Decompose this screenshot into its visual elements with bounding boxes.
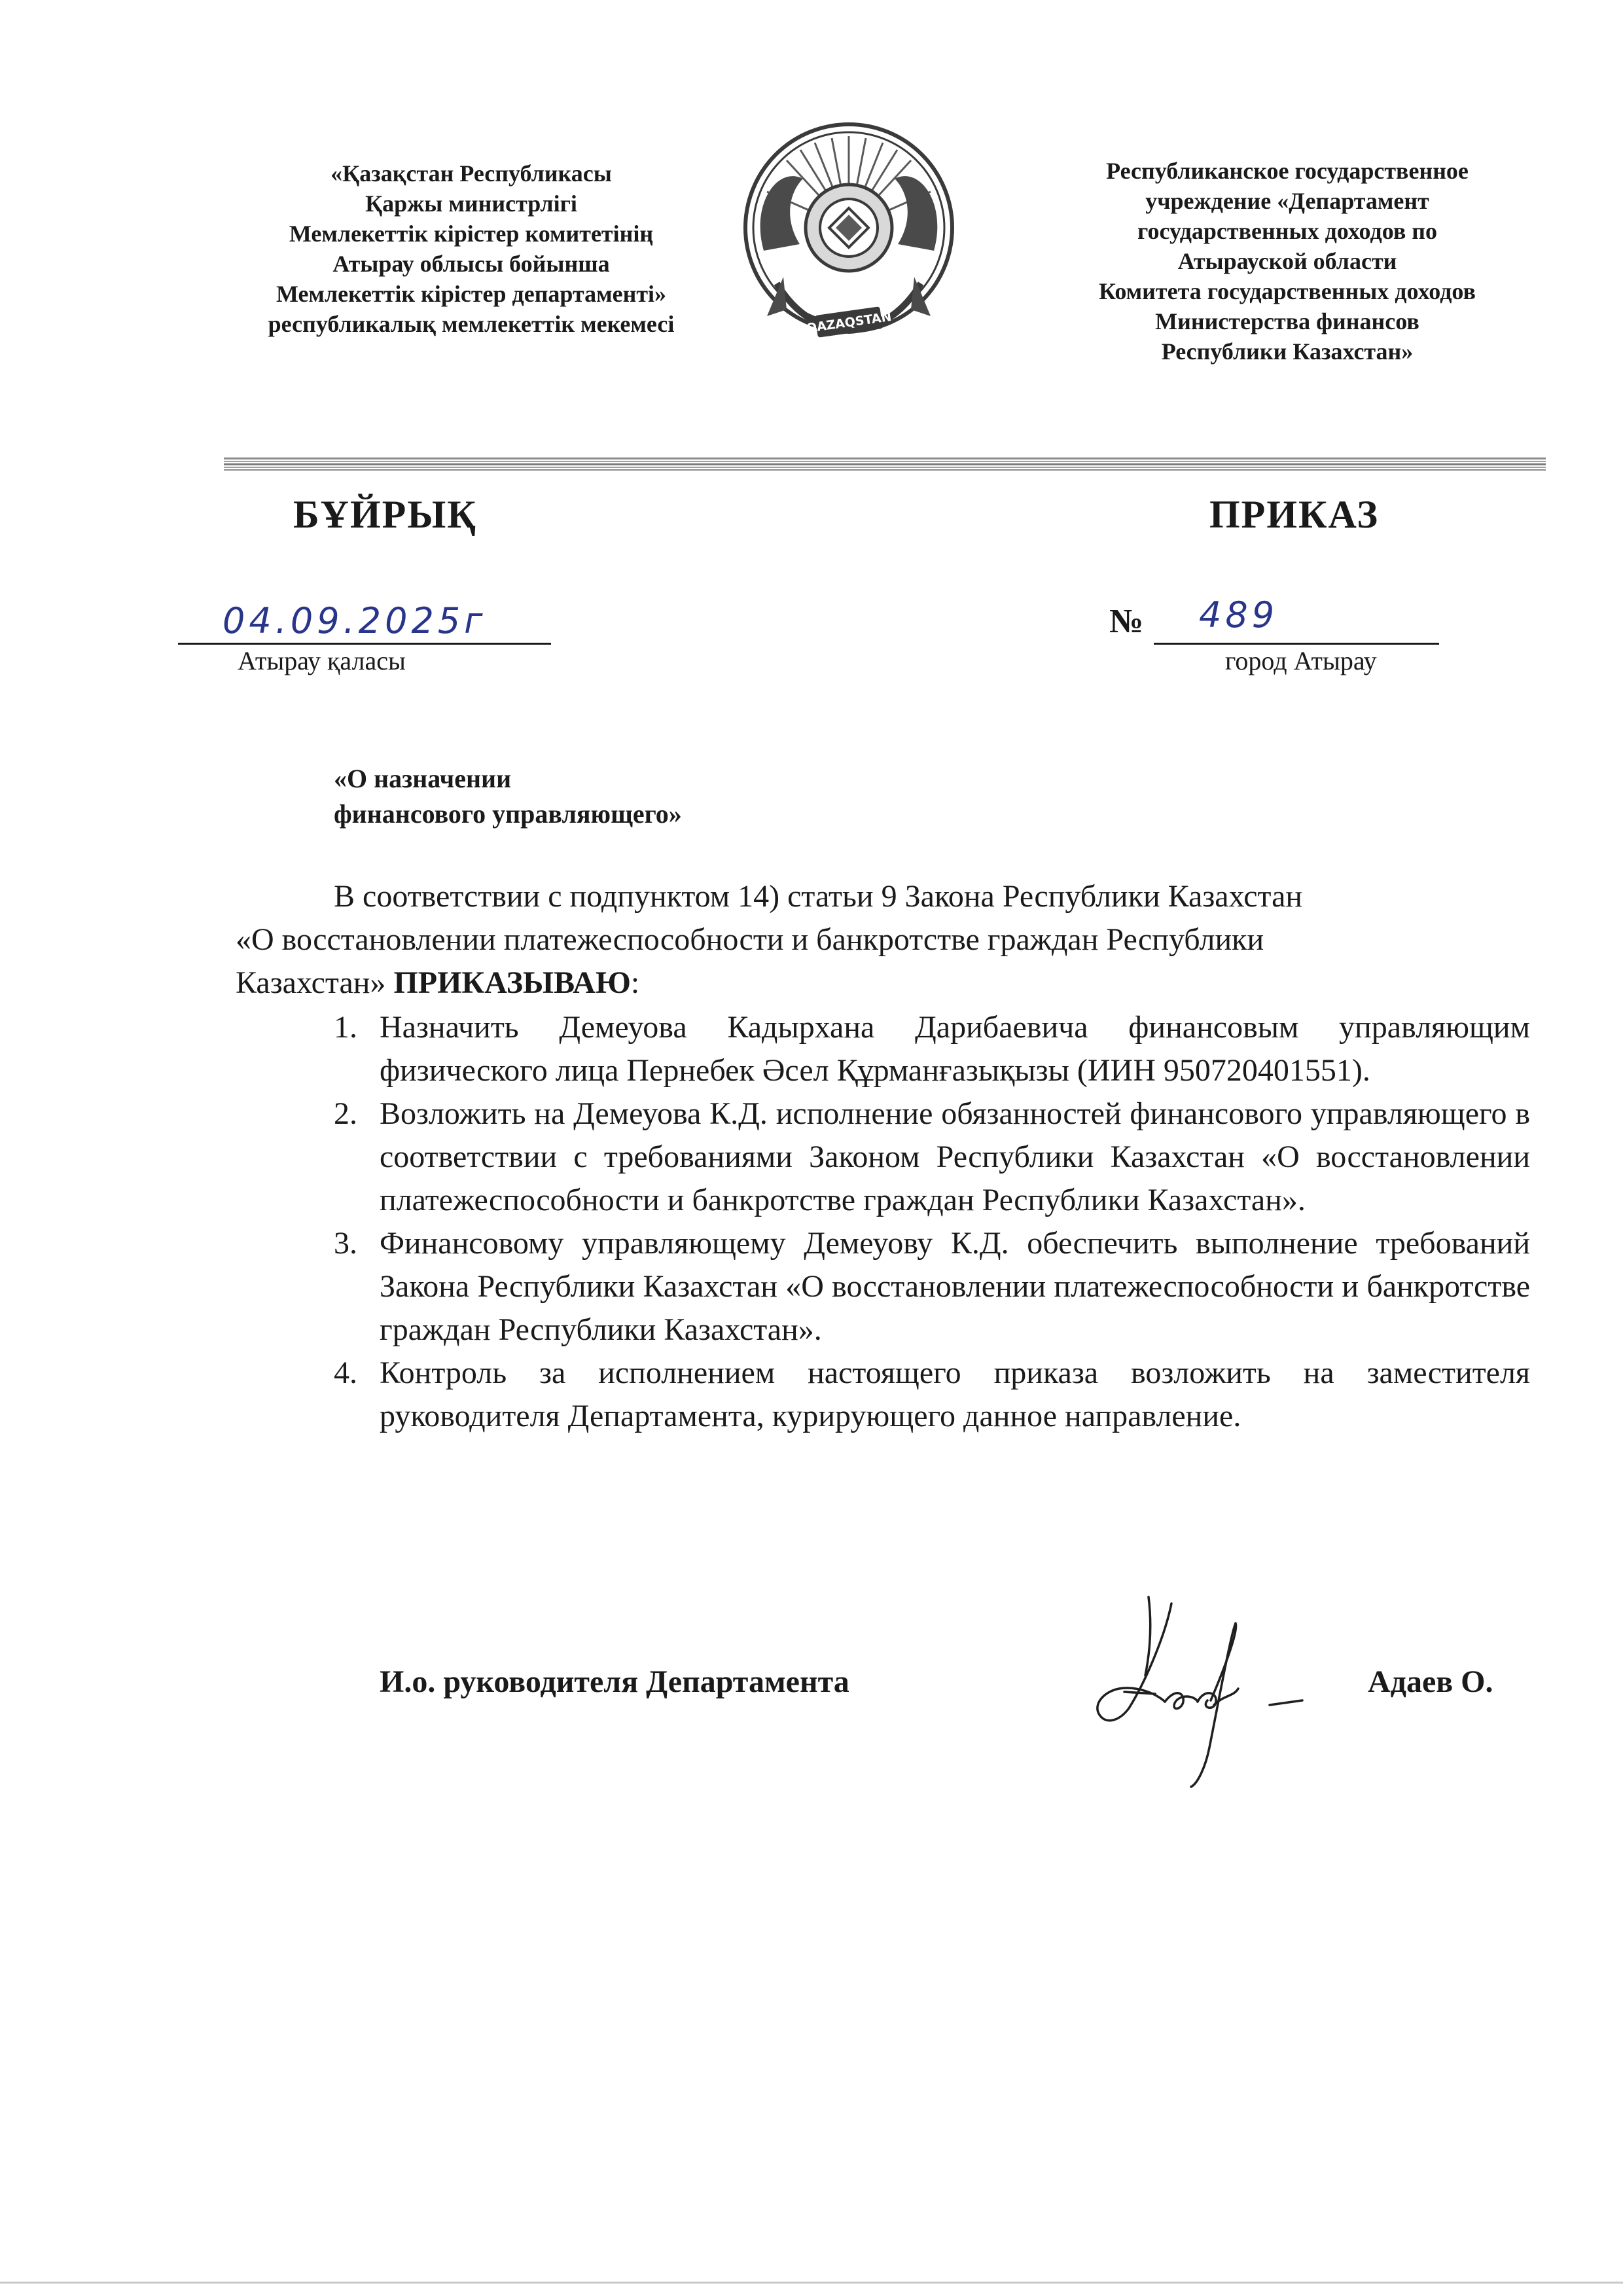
header-kazakh xyxy=(223,158,720,339)
intro-line xyxy=(236,961,1530,1005)
header-ru-line: Республики Казахстан» xyxy=(1161,338,1414,365)
intro-line: «О восстановлении платежеспособности и банкротстве граждан Республики xyxy=(236,922,1264,957)
header-kk-line: Мемлекеттік кірістер департаменті» xyxy=(276,281,667,307)
scan-edge-line xyxy=(0,2282,1623,2284)
handwritten-signature xyxy=(1067,1584,1315,1806)
order-subject xyxy=(334,761,682,832)
header-ru-line: Атырауской области xyxy=(1177,248,1397,274)
city-kazakh: Атырау қаласы xyxy=(238,646,406,675)
header-divider xyxy=(224,457,1546,471)
header-russian xyxy=(1039,156,1536,367)
order-item-text: Контроль за исполнением настоящего приказа возложить на заместителя руководителя Департамента, курирующего данное направление. xyxy=(380,1355,1530,1433)
header-kk-line: Қаржы министрлігі xyxy=(365,190,577,217)
order-keyword: ПРИКАЗЫВАЮ xyxy=(393,965,631,1000)
number-sign: № xyxy=(1109,603,1144,640)
header-kk-line: Атырау облысы бойынша xyxy=(332,251,610,277)
city-russian: город Атырау xyxy=(1225,646,1377,675)
order-item xyxy=(236,1092,1530,1222)
number-underline xyxy=(1154,643,1439,645)
order-item-text: Возложить на Демеуова К.Д. исполнение обязанностей финансового управляющего в соответствии с требованиями Законом Республики Казахстан «О восстановлении платежеспособности и банкротстве граждан Республики Казахстан». xyxy=(380,1096,1530,1217)
order-number: 489 xyxy=(1199,594,1279,636)
order-items xyxy=(236,1006,1530,1438)
date-underline xyxy=(178,643,551,645)
order-item-number: 3. xyxy=(334,1226,357,1261)
header-kk-line: «Қазақстан Республикасы xyxy=(330,160,612,187)
header-ru-line: учреждение «Департамент xyxy=(1145,188,1429,214)
order-item-number: 1. xyxy=(334,1010,357,1045)
order-item-number: 4. xyxy=(334,1355,357,1390)
intro-paragraph xyxy=(236,875,1530,1005)
order-item xyxy=(236,1352,1530,1438)
signatory-name: Адаев О. xyxy=(1368,1664,1493,1699)
order-item-text: Назначить Демеуова Кадырхана Дарибаевича финансовым управляющим физического лица Пернебек Әсел Құрманғазықызы (ИИН 950720401551). xyxy=(380,1010,1530,1088)
order-date: 04.09.2025г xyxy=(223,600,487,641)
subject-line: «О назначении xyxy=(334,764,512,793)
intro-line-end: : xyxy=(630,965,640,1000)
header-kk-line: Мемлекеттік кірістер комитетінің xyxy=(289,221,654,247)
header-ru-line: Республиканское государственное xyxy=(1106,158,1469,184)
order-item-text: Финансовому управляющему Демеуову К.Д. обеспечить выполнение требований Закона Республики Казахстан «О восстановлении платежеспособности и банкротстве граждан Республики Казахстан». xyxy=(380,1226,1530,1347)
document-type-kazakh: БҰЙРЫҚ xyxy=(293,493,477,536)
order-item-number: 2. xyxy=(334,1096,357,1131)
signatory-position: И.о. руководителя Департамента xyxy=(380,1664,849,1699)
order-item xyxy=(236,1006,1530,1092)
intro-line-start: Казахстан» xyxy=(236,965,394,1000)
header-ru-line: государственных доходов по xyxy=(1137,218,1437,244)
order-item xyxy=(236,1222,1530,1352)
header-ru-line: Комитета государственных доходов xyxy=(1099,278,1476,304)
intro-line: В соответствии с подпунктом 14) статьи 9 Закона Республики Казахстан xyxy=(334,879,1303,914)
header-kk-line: республикалық мемлекеттік мекемесі xyxy=(268,311,675,337)
document-type-russian: ПРИКАЗ xyxy=(1209,493,1380,536)
subject-line: финансового управляющего» xyxy=(334,799,682,829)
state-emblem-icon xyxy=(738,120,960,368)
header-ru-line: Министерства финансов xyxy=(1155,308,1419,334)
emblem-text: QAZAQSTAN xyxy=(805,309,893,336)
